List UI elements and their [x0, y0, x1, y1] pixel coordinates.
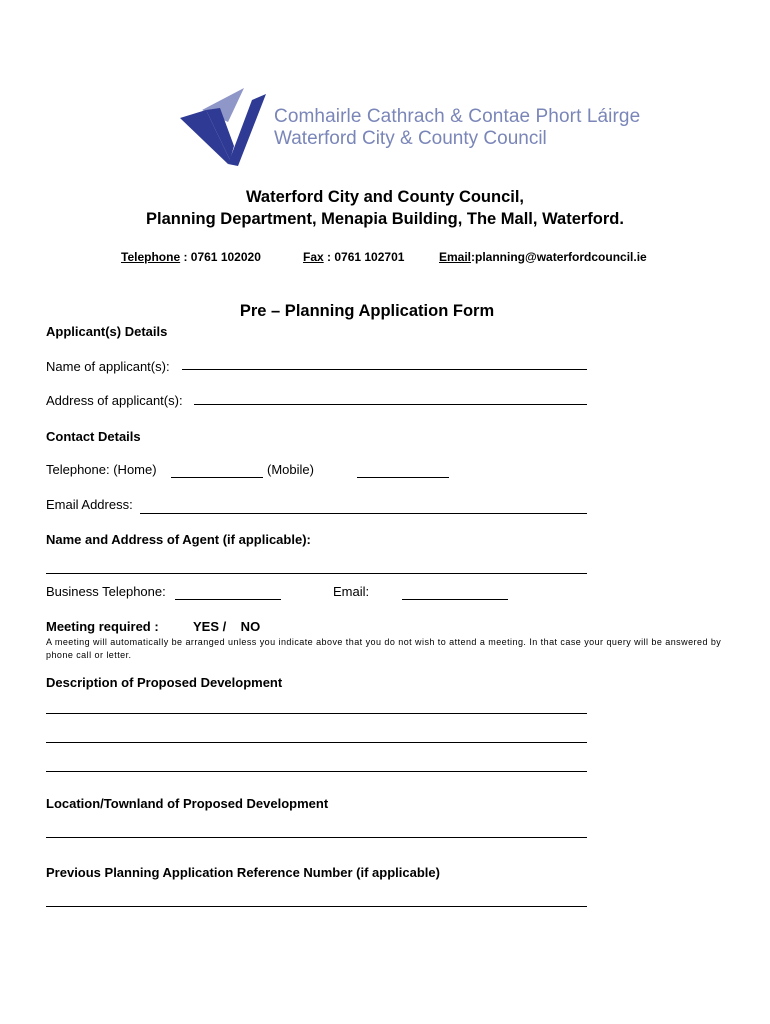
fax-label: Fax: [303, 250, 324, 264]
telephone-contact: [121, 250, 261, 264]
telephone-home-field[interactable]: [171, 477, 263, 478]
location-section-heading: Location/Townland of Proposed Development: [46, 796, 329, 811]
name-field[interactable]: [182, 369, 587, 370]
business-telephone-label: Business Telephone:: [46, 584, 166, 599]
agent-email-field[interactable]: [402, 599, 508, 600]
telephone-mobile-label: (Mobile): [267, 462, 314, 477]
council-name-english: Waterford City & County Council: [274, 128, 547, 149]
location-field[interactable]: [46, 837, 587, 838]
meeting-label: Meeting required :: [46, 619, 159, 634]
address-field[interactable]: [194, 404, 587, 405]
agent-section-heading: Name and Address of Agent (if applicable):: [46, 532, 311, 547]
meeting-note: A meeting will automatically be arranged unless you indicate above that you do not wish to attend a meeting. In that case your query will be answered by phone call or letter.: [46, 637, 722, 660]
email-contact[interactable]: [439, 250, 647, 264]
previous-application-heading: Previous Planning Application Reference Number (if applicable): [46, 865, 440, 880]
council-name-irish: Comhairle Cathrach & Contae Phort Láirge: [274, 106, 641, 127]
header-line-2: Planning Department, Menapia Building, The Mall, Waterford.: [146, 210, 624, 228]
telephone-label: Telephone: [121, 250, 181, 264]
email-value[interactable]: :planning@waterfordcouncil.ie: [471, 250, 647, 264]
description-field-line-1[interactable]: [46, 713, 587, 714]
previous-application-field[interactable]: [46, 906, 587, 907]
email-address-label: Email Address:: [46, 497, 133, 512]
contact-section-heading: Contact Details: [46, 429, 141, 444]
meeting-options[interactable]: YES / NO: [193, 619, 261, 634]
fax-value: : 0761 102701: [323, 250, 405, 264]
fax-contact: [303, 250, 404, 264]
header-line-1: Waterford City and County Council,: [245, 188, 525, 206]
business-telephone-field[interactable]: [175, 599, 281, 600]
name-label: Name of applicant(s):: [46, 359, 170, 374]
telephone-home-label: Telephone: (Home): [46, 462, 157, 477]
description-section-heading: Description of Proposed Development: [46, 675, 283, 690]
email-address-field[interactable]: [140, 513, 587, 514]
description-field-line-3[interactable]: [46, 771, 587, 772]
agent-field[interactable]: [46, 573, 587, 574]
telephone-value: : 0761 102020: [180, 250, 261, 264]
email-label: Email: [439, 250, 472, 264]
form-title: Pre – Planning Application Form: [239, 302, 495, 320]
agent-email-label: Email:: [333, 584, 370, 599]
council-logo-icon: [180, 88, 268, 168]
telephone-mobile-field[interactable]: [357, 477, 449, 478]
applicant-section-heading: Applicant(s) Details: [46, 324, 168, 339]
address-label: Address of applicant(s):: [46, 393, 183, 408]
description-field-line-2[interactable]: [46, 742, 587, 743]
